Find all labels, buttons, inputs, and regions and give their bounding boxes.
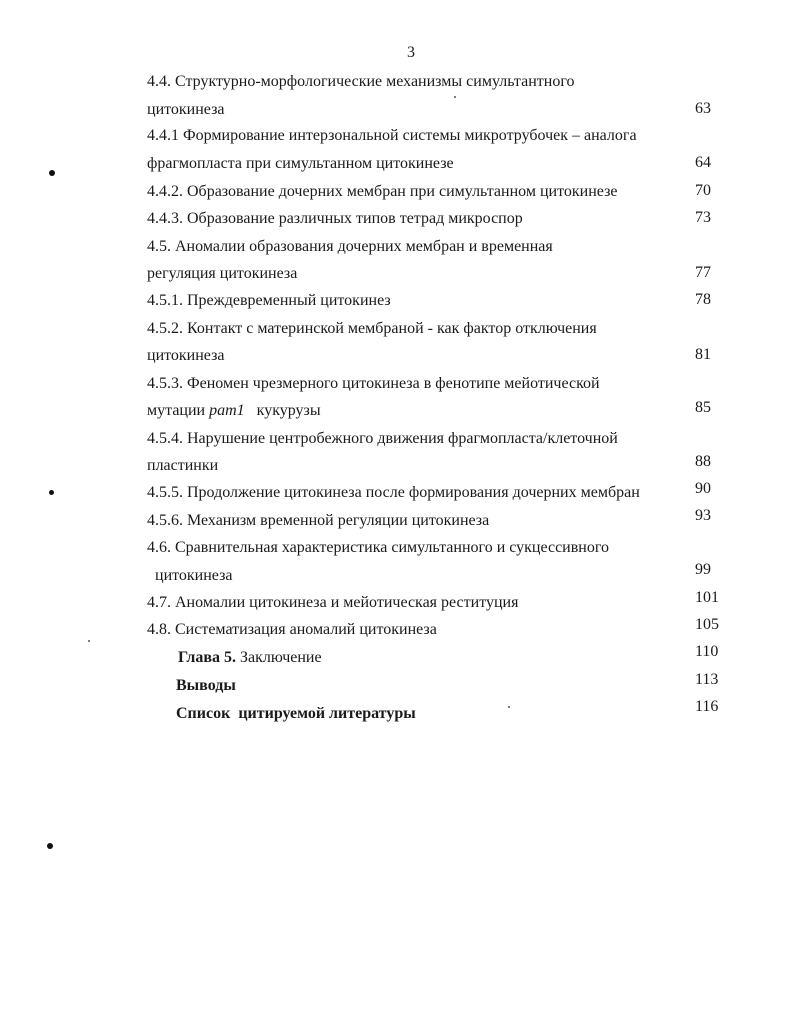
toc-entry-4-5-5-page: 90	[695, 480, 711, 497]
toc-entry-4-4-page: 63	[695, 100, 711, 117]
toc-entry-4-5-5-title: 4.5.5. Продолжение цитокинеза после формирования дочерних мембран	[147, 484, 640, 501]
toc-entry-4-4-2-title: 4.4.2. Образование дочерних мембран при симультанном цитокинезе	[147, 183, 618, 200]
scan-hole-mark	[49, 170, 55, 176]
toc-entry-4-5-2-page: 81	[695, 346, 711, 363]
toc-entry-4-6-page: 99	[695, 561, 711, 578]
toc-entry-4-5-3-suffix: кукурузы	[244, 402, 321, 419]
toc-entry-4-5-6-page: 93	[695, 507, 711, 524]
toc-entry-4-5-page: 77	[695, 264, 711, 281]
toc-entry-4-6-title: 4.6. Сравнительная характеристика симультанного и сукцессивного	[147, 539, 610, 556]
toc-entry-4-4-3-title: 4.4.3. Образование различных типов тетрад микроспор	[147, 210, 523, 227]
toc-entry-references: Список цитируемой литературы	[176, 705, 416, 722]
chapter-5-title: Заключение	[236, 649, 322, 666]
toc-entry-4-5-6-title: 4.5.6. Механизм временной регуляции цитокинеза	[147, 512, 490, 529]
toc-entry-4-4-title: 4.4. Структурно-морфологические механизмы симультантного	[147, 73, 575, 90]
toc-entry-4-5-3-prefix: мутации	[147, 402, 210, 419]
page-number: 3	[407, 44, 415, 61]
toc-entry-chapter-5	[178, 648, 322, 668]
toc-entry-4-7-title: 4.7. Аномалии цитокинеза и мейотическая реституция	[147, 594, 519, 611]
toc-entry-conclusions: Выводы	[176, 677, 236, 694]
toc-entry-4-4-1-title-cont: фрагмопласта при симультанном цитокинезе	[147, 155, 454, 172]
toc-entry-4-8-page: 105	[695, 616, 719, 633]
toc-entry-4-4-2-page: 70	[695, 182, 711, 199]
toc-entry-4-5-3-title-cont	[147, 401, 321, 421]
toc-entry-4-5-1-title: 4.5.1. Преждевременный цитокинез	[147, 292, 391, 309]
scan-hole-mark	[49, 490, 54, 495]
toc-entry-4-5-4-title: 4.5.4. Нарушение центробежного движения фрагмопласта/клеточной	[147, 430, 618, 447]
toc-entry-4-4-1-page: 64	[695, 154, 711, 171]
chapter-5-label: Глава 5.	[178, 649, 236, 666]
scan-hole-mark	[47, 843, 53, 849]
toc-entry-4-7-page: 101	[695, 589, 719, 606]
gene-name: pam1	[209, 402, 245, 419]
scan-speck	[508, 706, 510, 708]
toc-entry-4-5-4-title-cont: пластинки	[147, 457, 219, 474]
toc-entry-4-5-3-title: 4.5.3. Феномен чрезмерного цитокинеза в фенотипе мейотической	[147, 375, 600, 392]
toc-entry-4-5-4-page: 88	[695, 453, 711, 470]
scan-speck	[88, 640, 90, 642]
toc-entry-4-5-2-title: 4.5.2. Контакт с материнской мембраной - как фактор отключения	[147, 320, 597, 337]
toc-entry-4-5-title: 4.5. Аномалии образования дочерних мембран и временная	[147, 238, 553, 255]
scan-speck	[454, 96, 456, 98]
toc-entry-4-6-title-cont: цитокинеза	[155, 567, 233, 584]
toc-entry-4-4-1-title: 4.4.1 Формирование интерзональной системы микротрубочек – аналога	[147, 127, 637, 144]
toc-entry-chapter-5-page: 110	[695, 643, 719, 660]
toc-entry-references-page: 116	[695, 698, 719, 715]
toc-entry-conclusions-page: 113	[695, 671, 719, 688]
toc-entry-4-5-2-title-cont: цитокинеза	[147, 347, 225, 364]
toc-entry-4-4-3-page: 73	[695, 209, 711, 226]
toc-entry-4-5-title-cont: регуляция цитокинеза	[147, 265, 298, 282]
toc-entry-4-5-3-page: 85	[695, 399, 711, 416]
toc-entry-4-8-title: 4.8. Систематизация аномалий цитокинеза	[147, 621, 437, 638]
toc-entry-4-5-1-page: 78	[695, 291, 711, 308]
toc-entry-4-4-title-cont: цитокинеза	[147, 101, 225, 118]
